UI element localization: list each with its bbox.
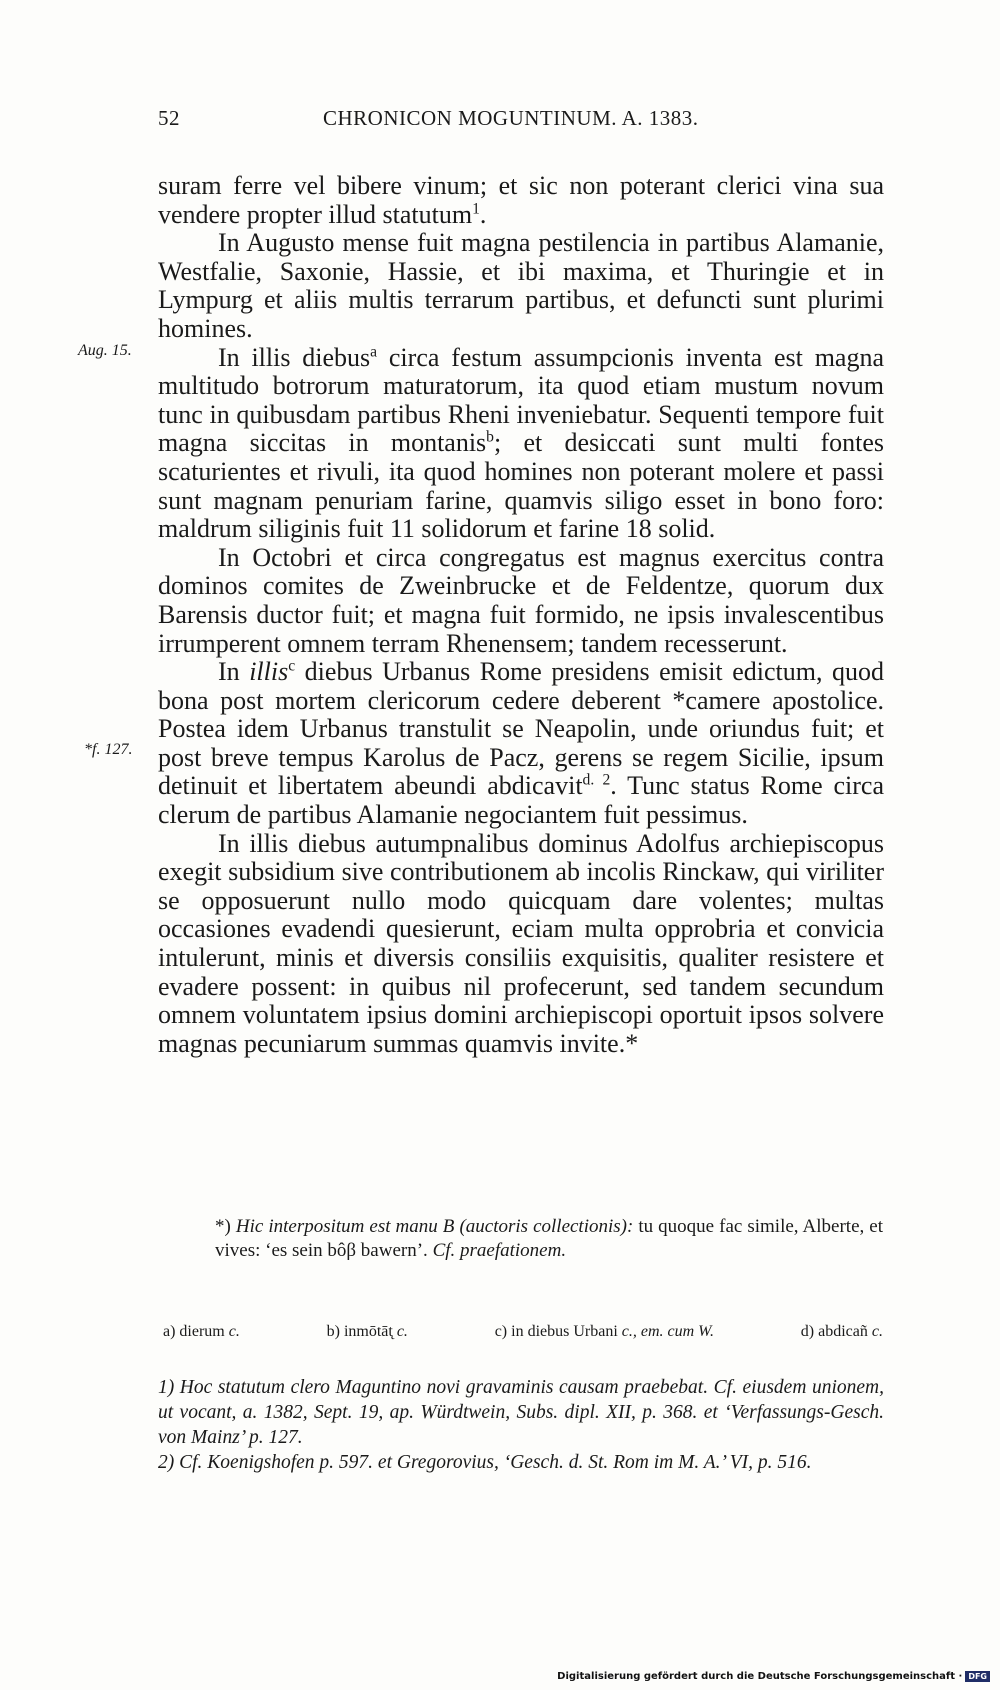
page-number: 52 (158, 106, 180, 130)
margin-folio: *f. 127. (84, 741, 133, 758)
variant-ref-b[interactable]: b (486, 428, 494, 446)
variant-ref-c[interactable]: c (288, 657, 296, 675)
star-footnote: *) Hic interpositum est manu B (auctoris collectionis): tu quoque fac simile, Alberte, et vives: ‘es sein bôβ bawern’. Cf. praefationem. (215, 1216, 883, 1261)
variant-ref-a[interactable]: a (370, 342, 378, 360)
note-ref-1[interactable]: 1 (472, 199, 480, 217)
variant-d: d) abdicañ c. (800, 1323, 883, 1340)
note-2: 2) Cf. Koenigshofen p. 597. et Gregorovius, ‘Gesch. d. St. Rom im M. A.’ VI, p. 516. (158, 1452, 812, 1473)
variant-apparatus (163, 1323, 883, 1341)
note-1: 1) Hoc statutum clero Maguntino novi gravaminis causam praebebat. Cf. eiusdem unionem, ut vocant, a. 1382, Sept. 19, ap. Würdtwein, Subs. dipl. XII, p. 368. et ‘Verfassungs-Gesch. von Mainz’ p. 127. (158, 1377, 884, 1448)
dfg-logo: DFG (965, 1671, 990, 1682)
variant-ref-d[interactable]: d. 2 (582, 771, 611, 789)
running-title: CHRONICON MOGUNTINUM. A. 1383. (323, 106, 699, 130)
variant-a: a) dierum c. (163, 1323, 240, 1340)
paragraph-4: In Octobri et circa congregatus est magnus exercitus contra dominos comites de Zweinbrucke et de Feldentze, quorum dux Barensis ductor fuit; et magna fuit formido, ne ipsis invalescentibus irrumperent omnem terram Rhenensem; tandem recesserunt. (158, 542, 884, 658)
paragraph-3: In illis diebus$^a$ circa festum assumpcionis inventa est magna multitudo botrorum maturatorum, ita quod etiam mustum novum tunc in quibusdam partibus Rheni inveniebatur. Sequenti tempore fuit magna siccitas in montanis$^b$; et desiccati sunt multi fontes scaturientes et rivuli, ita quod homines non poterant molere et passi sunt magnam penuriam farine, quamvis siligo esset in bono foro: maldrum siliginis fuit 11 solidorum et farine 18 solid. (158, 342, 884, 544)
variant-b: b) inmōtāt̨ c. (326, 1323, 408, 1340)
digitization-credit (557, 1671, 990, 1682)
paragraph-6: In illis diebus autumpnalibus dominus Adolfus archiepiscopus exegit subsidium sive contributionem ab incolis Rinckaw, qui viriliter se opposuerunt nullo modo quicquam dare volentes; multas occasiones evadendi quesierunt, eciam multa opprobria et convicia intulerunt, minis et diversis consiliis exquisitis, qualiter resistere et evadere possent: in quibus nil profecerunt, sed tandem secundum omnem voluntatem ipsius domini archiepiscopi oportuit ipsos solvere magnas pecuniarum summas quamvis invite.* (158, 828, 884, 1058)
paragraph-5: In illis$^c$ diebus Urbanus Rome presidens emisit edictum, quod bona post mortem clericorum cedere deberent *camere apostolice. Postea idem Urbanus transtulit se Neapolin, unde oriundus fuit; et post breve tempus Karolus de Pacz, gerens se regem Sicilie, ipsum detinuit et libertatem abeundi abdicavit$^{d. 2}$. Tunc status Rome circa clerum de partibus Alamanie negociantem fuit pessimus. (158, 657, 884, 830)
variant-c: c) in diebus Urbani c., em. cum W. (494, 1323, 715, 1340)
credit-text: Digitalisierung gefördert durch die Deutsche Forschungsgemeinschaft · (557, 1671, 963, 1682)
margin-date: Aug. 15. (78, 342, 132, 359)
main-text (158, 172, 884, 1058)
paragraph-2: In Augusto mense fuit magna pestilencia in partibus Alamanie, Westfalie, Saxonie, Hassie, et ibi maxima, et Thuringie et in Lympurg et aliis multis terrarum partibus, et defuncti sunt plurimi homines. (158, 228, 884, 343)
editorial-notes (158, 1375, 884, 1475)
paragraph-1: suram ferre vel bibere vinum; et sic non poterant clerici vina sua vendere propter illud statutum$^1$. (158, 171, 884, 229)
